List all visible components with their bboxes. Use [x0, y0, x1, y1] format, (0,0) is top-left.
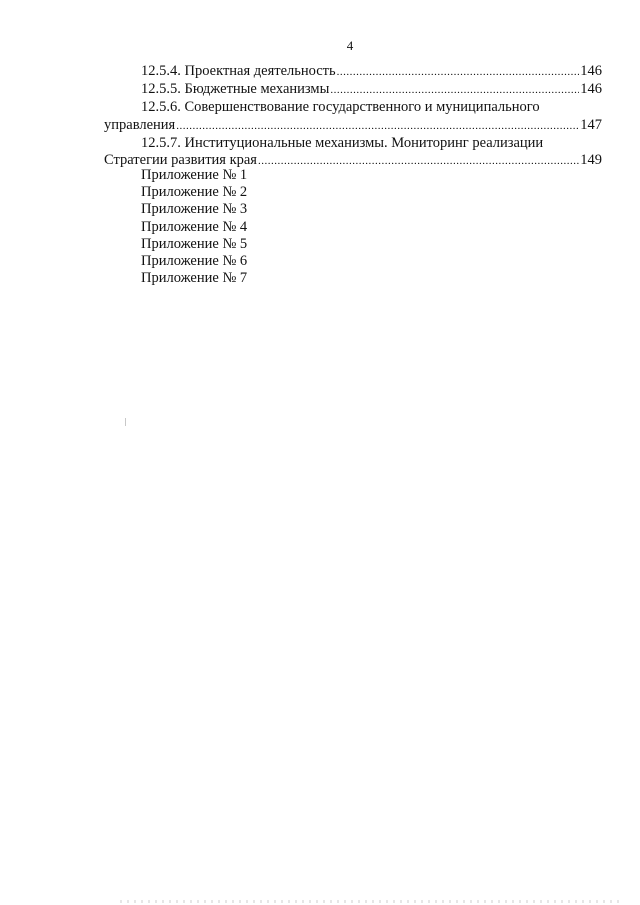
appendix-item[interactable]: Приложение № 4 — [141, 218, 248, 235]
toc-entry-12-5-4[interactable] — [104, 63, 602, 81]
appendix-list — [141, 167, 247, 287]
toc-entry-page: 147 — [580, 116, 602, 133]
toc-entry-page: 149 — [580, 152, 602, 169]
dot-leader — [258, 153, 579, 170]
toc-entry-title-line1: 12.5.7. Институциональные механизмы. Мониторинг реализации — [141, 134, 544, 151]
toc-entry-12-5-6[interactable] — [104, 99, 602, 134]
toc-entry-12-5-7[interactable] — [104, 135, 602, 170]
toc-entry-title: 12.5.4. Проектная деятельность — [141, 63, 336, 79]
toc-entry-title-line2: Стратегии развития края — [104, 152, 257, 169]
toc-entry-title-line2: управления — [104, 116, 176, 133]
dot-leader — [330, 82, 579, 99]
toc-entry-title: 12.5.5. Бюджетные механизмы — [141, 81, 330, 98]
appendix-item[interactable]: Приложение № 7 — [141, 270, 248, 287]
dot-leader — [337, 64, 580, 81]
page-number: 4 — [346, 38, 354, 53]
appendix-item[interactable]: Приложение № 1 — [141, 167, 248, 183]
toc-entry-page: 146 — [580, 81, 602, 98]
appendix-item[interactable]: Приложение № 5 — [141, 235, 248, 252]
appendix-item[interactable]: Приложение № 2 — [141, 184, 248, 201]
appendix-item[interactable]: Приложение № 6 — [141, 253, 248, 270]
toc-entry-page: 146 — [580, 63, 602, 79]
toc-entry-12-5-5[interactable] — [104, 81, 602, 99]
dot-leader — [176, 118, 579, 135]
appendix-item[interactable]: Приложение № 3 — [141, 201, 248, 218]
scan-artifact — [125, 418, 126, 426]
table-of-contents — [104, 63, 602, 170]
scan-artifact-bottom — [120, 900, 620, 903]
toc-entry-title-line1: 12.5.6. Совершенствование государственного и муниципального — [141, 99, 540, 116]
